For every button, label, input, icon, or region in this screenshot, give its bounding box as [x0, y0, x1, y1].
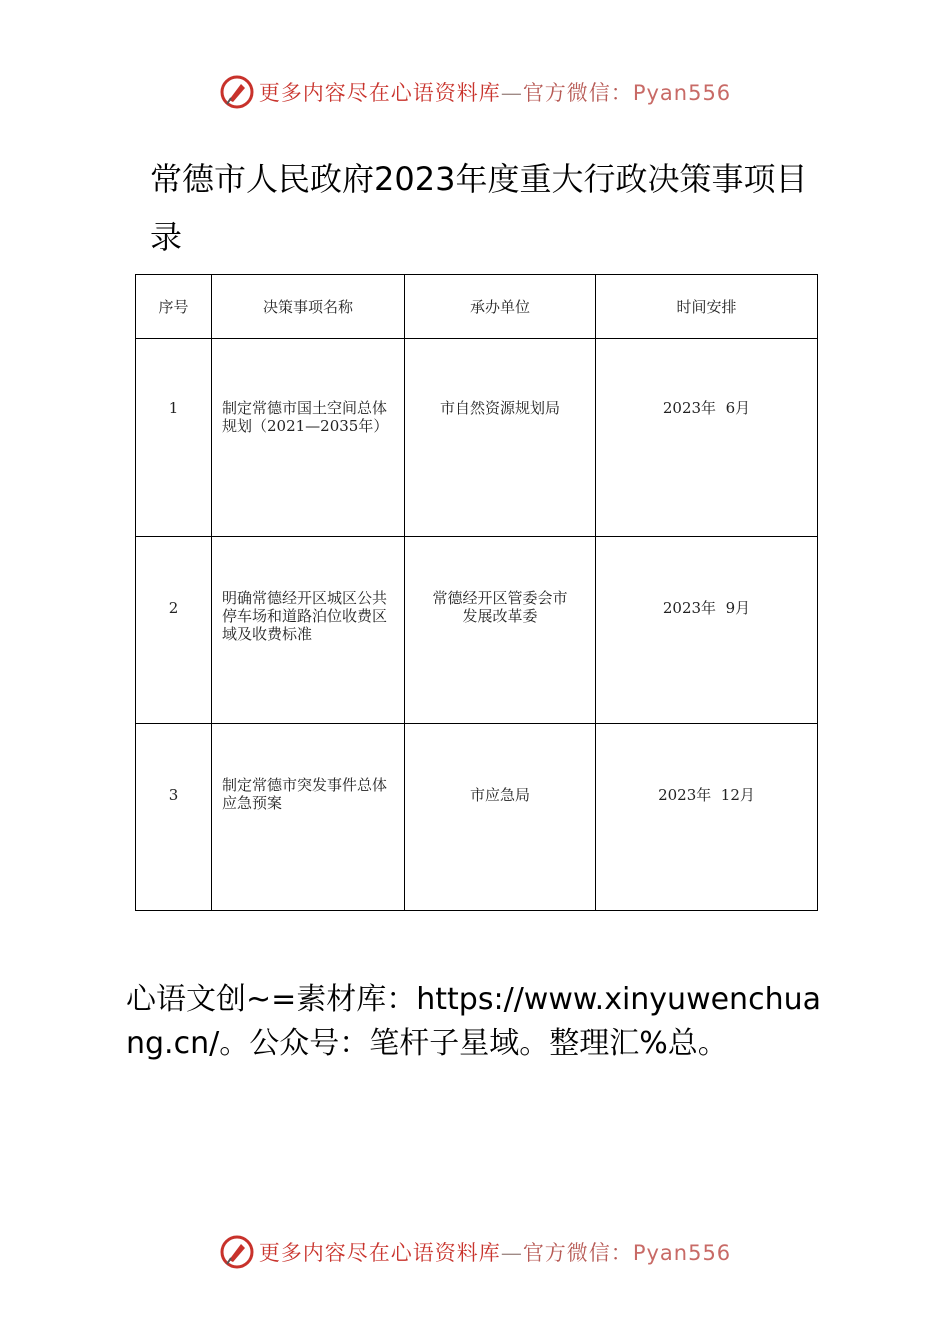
table-row	[136, 537, 818, 724]
footer-note: 心语文创~=素材库：https://www.xinyuwenchuang.cn/。公众号：笔杆子星域。整理汇%总。	[126, 982, 821, 1061]
cell-name: 明确常德经开区城区公共停车场和道路泊位收费区域及收费标准	[212, 537, 405, 724]
banner-wechat-label: 官方微信：	[522, 1241, 633, 1265]
cell-no: 2	[136, 537, 212, 724]
cell-unit: 市应急局	[405, 724, 596, 911]
header-name: 决策事项名称	[212, 275, 405, 339]
cell-time: 2023年 12月	[596, 724, 818, 911]
banner-main: 更多内容尽在心语资料库	[258, 81, 501, 105]
banner-text	[259, 77, 731, 107]
cell-time: 2023年 6月	[596, 339, 818, 537]
banner-wechat-id: Pyan556	[632, 1241, 732, 1265]
header-unit: 承办单位	[405, 275, 596, 339]
banner-main: 更多内容尽在心语资料库	[258, 1241, 501, 1265]
cell-unit: 常德经开区管委会市发展改革委	[405, 537, 596, 724]
banner-wechat-label: 官方微信：	[522, 81, 633, 105]
cell-unit: 市自然资源规划局	[405, 339, 596, 537]
document-title: 常德市人民政府2023年度重大行政决策事项目录	[150, 160, 808, 256]
pen-nib-logo-icon	[219, 1234, 255, 1270]
table-row	[136, 339, 818, 537]
decision-matters-table	[135, 274, 818, 911]
header-no: 序号	[136, 275, 212, 339]
banner-wechat-id: Pyan556	[632, 81, 732, 105]
header-banner	[0, 72, 950, 112]
header-time: 时间安排	[596, 275, 818, 339]
footer-banner	[0, 1232, 950, 1272]
cell-time: 2023年 9月	[596, 537, 818, 724]
cell-no: 1	[136, 339, 212, 537]
table-header-row	[136, 275, 818, 339]
banner-separator: —	[500, 81, 523, 105]
cell-no: 3	[136, 724, 212, 911]
cell-name: 制定常德市国土空间总体规划（2021—2035年）	[212, 339, 405, 537]
pen-nib-logo-icon	[219, 74, 255, 110]
banner-text	[259, 1237, 731, 1267]
cell-name: 制定常德市突发事件总体应急预案	[212, 724, 405, 911]
banner-separator: —	[500, 1241, 523, 1265]
table-row	[136, 724, 818, 911]
